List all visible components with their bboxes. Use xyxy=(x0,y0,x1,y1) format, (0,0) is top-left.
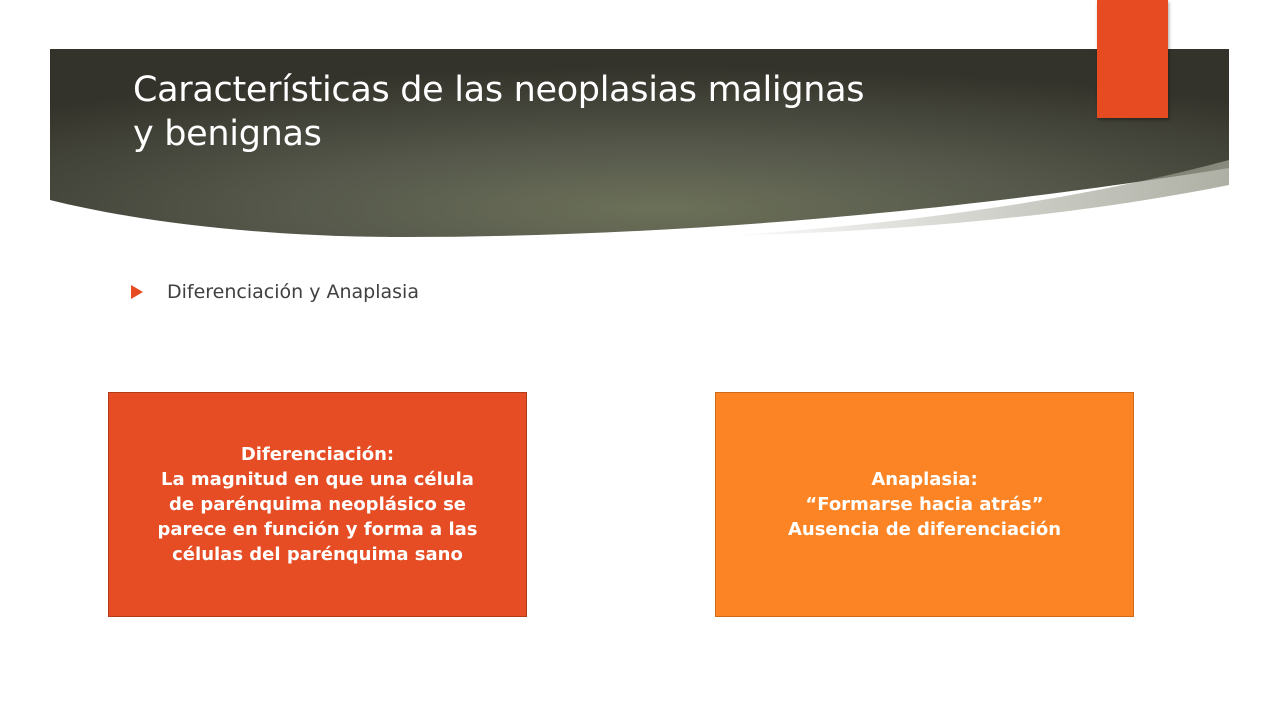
bullet-text: Diferenciación y Anaplasia xyxy=(167,281,419,303)
differentiation-heading: Diferenciación: xyxy=(240,444,395,465)
anaplasia-heading: Anaplasia: xyxy=(871,469,978,490)
bullet-item xyxy=(131,281,419,303)
anaplasia-box xyxy=(715,392,1134,617)
slide-title-line-1: Características de las neoplasias malignas xyxy=(133,70,865,110)
slide-title-line-2: y benignas xyxy=(133,114,322,154)
differentiation-line: células del parénquima sano xyxy=(172,544,463,565)
anaplasia-box-text xyxy=(788,467,1061,542)
differentiation-box xyxy=(108,392,527,617)
differentiation-box-text xyxy=(158,442,478,567)
anaplasia-line: Ausencia de diferenciación xyxy=(787,519,1062,540)
differentiation-line: La magnitud en que una célula xyxy=(161,469,474,490)
arrow-bullet-icon xyxy=(131,285,143,299)
slide-title xyxy=(133,68,1063,156)
differentiation-line: parece en función y forma a las xyxy=(157,519,478,540)
anaplasia-line: “Formarse hacia atrás” xyxy=(805,494,1044,515)
accent-tab xyxy=(1097,0,1168,118)
differentiation-line: de parénquima neoplásico se xyxy=(168,494,466,515)
